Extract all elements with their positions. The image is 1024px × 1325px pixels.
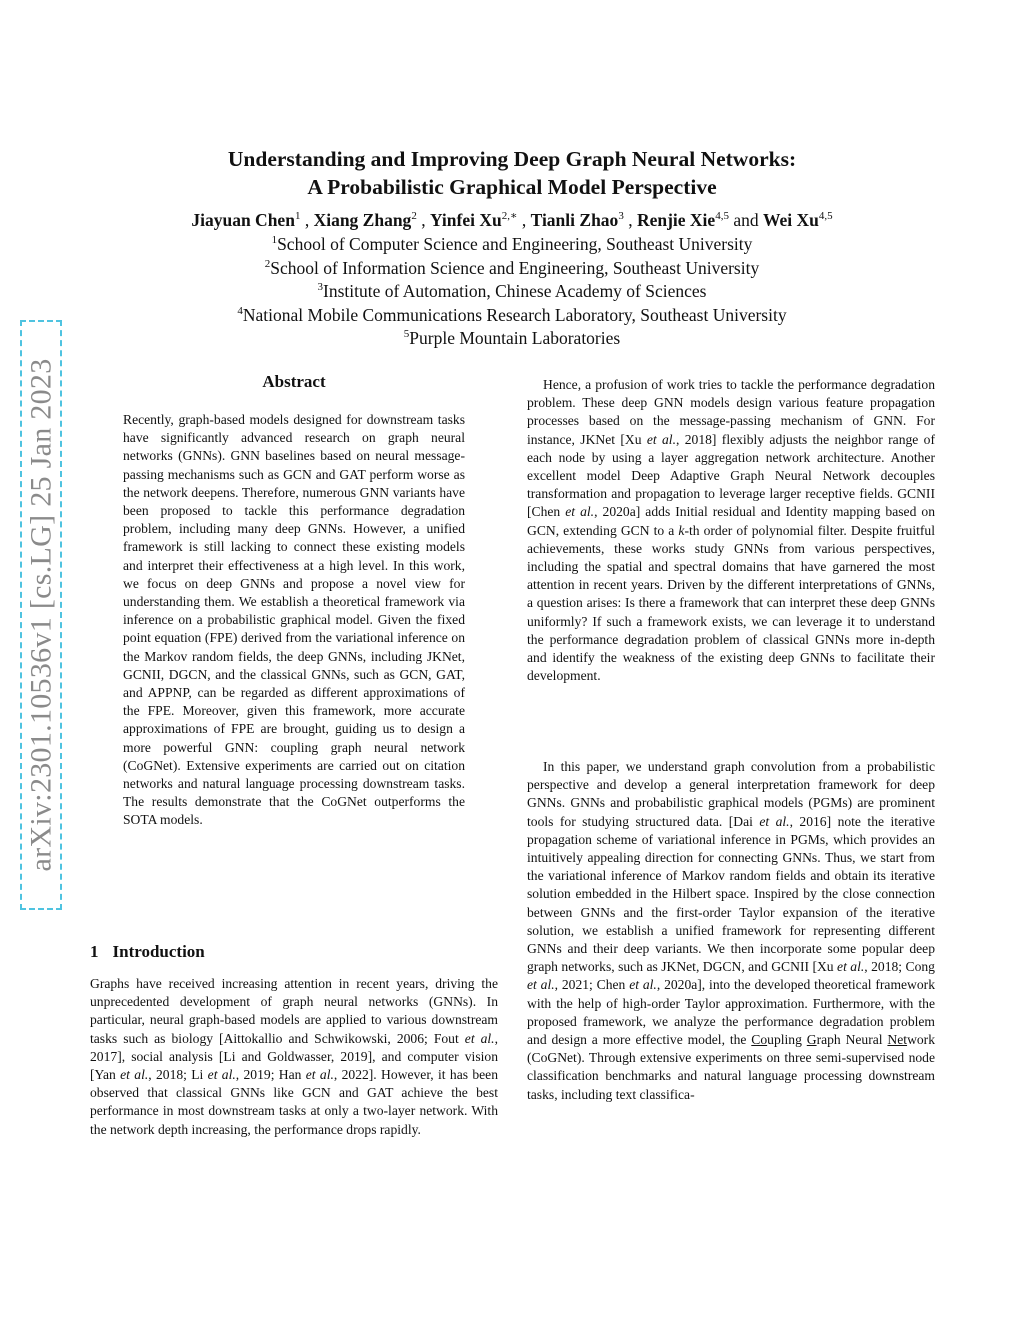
affiliation-text: National Mobile Communications Research Laboratory, Southeast University bbox=[242, 304, 787, 325]
author-sup: 4,5 bbox=[818, 210, 833, 222]
section-number: 1 bbox=[90, 942, 99, 961]
affiliation-text: School of Computer Science and Engineering, Southeast University bbox=[277, 234, 753, 254]
paragraph: Graphs have received increasing attention in recent years, driving the unprecedented development of graph neural networks (GNNs). In particular, neural graph-based models are applied to various downstream tasks such as biology [Aittokallio and Schwikowski, 2006; Fout et al., 2017], social analysis [Li and Goldwasser, 2019], and computer vision [Yan et al., 2018; Li et al., 2019; Han et al., 2022]. However, it has been observed that classical GNNs like GCN and GAT achieve the best performance in most downstream tasks at only a two-layer network. With the network depth increasing, the performance drops rapidly. bbox=[90, 976, 499, 1137]
affiliation-text: School of Information Science and Engineering, Southeast University bbox=[270, 257, 760, 278]
author-sup: 2,∗ bbox=[501, 210, 518, 222]
arxiv-stamp bbox=[20, 320, 62, 910]
title-line-2: A Probabilistic Graphical Model Perspective bbox=[307, 175, 717, 199]
introduction-body bbox=[90, 975, 498, 1139]
right-column-paragraph-1 bbox=[527, 376, 935, 685]
author-sup: 2 bbox=[411, 210, 417, 222]
author-sup: 1 bbox=[294, 210, 301, 222]
author-sup: 3 bbox=[618, 210, 624, 222]
arxiv-id: arXiv:2301.10536v1 [cs.LG] 25 Jan 2023 bbox=[24, 358, 57, 872]
section-heading-introduction bbox=[90, 942, 205, 962]
title-line-1: Understanding and Improving Deep Graph Neural Networks: bbox=[227, 147, 797, 171]
paper-title bbox=[0, 145, 1024, 201]
abstract-body bbox=[123, 411, 465, 830]
affiliation bbox=[0, 304, 1024, 328]
author-name: Jiayuan Chen bbox=[191, 210, 295, 230]
paragraph: In this paper, we understand graph convolution from a probabilistic perspective and develop a general interpretation framework for deep GNNs. GNNs and probabilistic graphical models (PGMs) are prominent tools for studying structured data. [Dai et al., 2016] note the iterative propagation scheme of variational inference in PGMs, which provides an intuitively appealing direction for connecting GNNs. Thus, we start from the variational inference of Markov random fields and obtain its iterative solution embedded in the Hilbert space. Inspired by the close connection between GNNs and the first-order Taylor expansion of the iterative solution, we establish a unified framework for representing different GNNs and their deep variants. We then incorporate some popular deep graph networks, such as JKNet, DGCN, and GCNII [Xu et al., 2018; Cong et al., 2021; Chen et al., 2020a], into the developed theoretical framework with the help of high-order Taylor approximation. Furthermore, with the proposed framework, we analyze the performance degradation problem and design a more effective model, the Coupling Graph Neural Network (CoGNet). Through extensive experiments on three semi-supervised node classification benchmarks and natural language processing downstream tasks, including text classifica- bbox=[527, 759, 936, 1102]
affiliation-text: Institute of Automation, Chinese Academy of Sciences bbox=[323, 281, 707, 301]
affiliation bbox=[0, 327, 1024, 351]
affiliation-sup: 1 bbox=[271, 234, 278, 246]
section-title: Introduction bbox=[112, 942, 205, 961]
abstract-heading: Abstract bbox=[262, 372, 326, 391]
affiliation-text: Purple Mountain Laboratories bbox=[409, 328, 621, 348]
affiliation-sup: 3 bbox=[317, 281, 324, 293]
author-name: Xiang Zhang bbox=[313, 210, 412, 230]
author-name: Yinfei Xu bbox=[429, 210, 502, 230]
paragraph: Hence, a profusion of work tries to tackle the performance degradation problem. These deep GNN models design various feature propagation processes based on the message-passing mechanism of GNN. For instance, JKNet [Xu et al., 2018] flexibly adjusts the neighbor range of each node by using a layer aggregation network architecture. Another excellent model Deep Adaptive Graph Neural Network decouples transformation and propagation to leverage larger receptive fields. GCNII [Chen et al., 2020a] adds Initial residual and Identity mapping based on GCN, extending GCN to a k-th order of polynomial filter. Despite fruitful achievements, these works study GNNs from various perspectives, including the spatial and spectral domains that have garnered the most attention in recent years. Driven by the different interpretations of GNNs, a question arises: Is there a framework that can interpret these deep GNNs uniformly? If such a framework exists, we can leverage it to understand the performance degradation problem of classical GNNs more in-depth and identify the weakness of the existing deep GNNs to facilitate their development. bbox=[527, 377, 936, 684]
affiliation-sup: 5 bbox=[403, 328, 410, 340]
abstract-text: Recently, graph-based models designed for downstream tasks have significantly advanced research on graph neural networks (GNNs). GNN baselines based on neural message-passing mechanisms such as GCN and GAT perform worse as the network deepens. Therefore, numerous GNN variants have been proposed to tackle this performance degradation problem, including many deep GNNs. However, a unified framework is still lacking to connect these existing models and interpret their effectiveness at a high level. In this work, we focus on deep GNNs and propose a novel view for understanding them. We establish a theoretical framework via inference on a probabilistic graphical model. Given the fixed point equation (FPE) derived from the variational inference on the Markov random fields, the deep GNNs, including JKNet, GCNII, DGCN, and the classical GNNs, such as GCN, GAT, and APPNP, can be regarded as different approximations of the FPE. Moreover, given this framework, more accurate approximations of FPE are brought, guiding us to design a more powerful GNN: coupling graph neural network (CoGNet). Extensive experiments are carried out on citation networks and natural language processing downstream tasks. The results demonstrate that the CoGNet outperforms the SOTA models. bbox=[123, 412, 465, 828]
affiliation bbox=[0, 233, 1024, 257]
author-name: Tianli Zhao bbox=[530, 210, 619, 230]
author-name: Wei Xu bbox=[762, 210, 819, 230]
affiliation-sup: 4 bbox=[237, 304, 243, 317]
author-list: Jiayuan Chen$^1$ , Xiang Zhang$^2$ , Yinfei $Xu^{2,∗}$ , Tianli Zhao$^3$ , Renjie Xie$^{4,5}$ and Wei Xu$^{4,5}$ bbox=[191, 210, 833, 230]
and-word: and bbox=[733, 210, 759, 230]
right-column-paragraph-2 bbox=[527, 758, 935, 1104]
affiliation bbox=[0, 257, 1024, 281]
affiliation-sup: 2 bbox=[264, 257, 271, 270]
author-name: Renjie Xie bbox=[636, 210, 716, 230]
author-sup: 4,5 bbox=[715, 210, 729, 222]
affiliation bbox=[0, 280, 1024, 304]
affiliation-list bbox=[0, 233, 1024, 351]
